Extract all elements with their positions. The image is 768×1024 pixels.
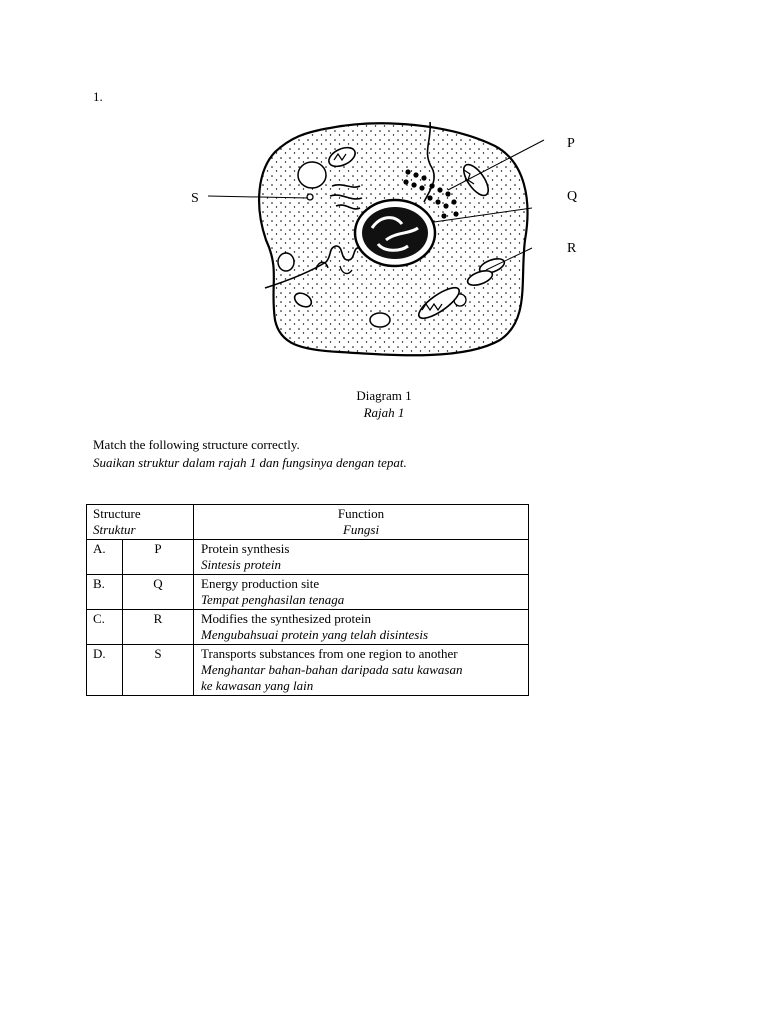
header-structure: Structure Struktur	[87, 505, 194, 540]
function-cell: Protein synthesis Sintesis protein	[194, 540, 529, 575]
structure-label: R	[123, 610, 194, 645]
structure-label: P	[123, 540, 194, 575]
table-header-row	[87, 505, 529, 540]
structure-label: Q	[123, 575, 194, 610]
option-letter: A.	[87, 540, 123, 575]
function-cell: Transports substances from one region to another Menghantar bahan-bahan daripada satu kawasan ke kawasan yang lain	[194, 645, 529, 696]
table-row	[87, 645, 529, 696]
matching-table	[86, 504, 529, 696]
table-row	[87, 575, 529, 610]
table-row	[87, 610, 529, 645]
label-p: P	[567, 136, 575, 151]
function-cell: Energy production site Tempat penghasilan tenaga	[194, 575, 529, 610]
animal-cell-diagram	[180, 120, 600, 370]
label-q: Q	[567, 189, 578, 204]
structure-label: S	[123, 645, 194, 696]
option-letter: C.	[87, 610, 123, 645]
diagram-caption-translation: Rajah 1	[363, 405, 405, 420]
function-cell: Modifies the synthesized protein Mengubahsuai protein yang telah disintesis	[194, 610, 529, 645]
diagram-caption: Diagram 1	[356, 388, 412, 403]
instruction-translation: Suaikan struktur dalam rajah 1 dan fungsinya dengan tepat.	[93, 455, 407, 470]
option-letter: D.	[87, 645, 123, 696]
label-s: S	[191, 191, 199, 206]
instruction: Match the following structure correctly.	[93, 437, 300, 452]
table-row	[87, 540, 529, 575]
question-number: 1.	[93, 89, 103, 104]
option-letter: B.	[87, 575, 123, 610]
label-r: R	[567, 241, 577, 256]
header-function: Function Fungsi	[194, 505, 529, 540]
